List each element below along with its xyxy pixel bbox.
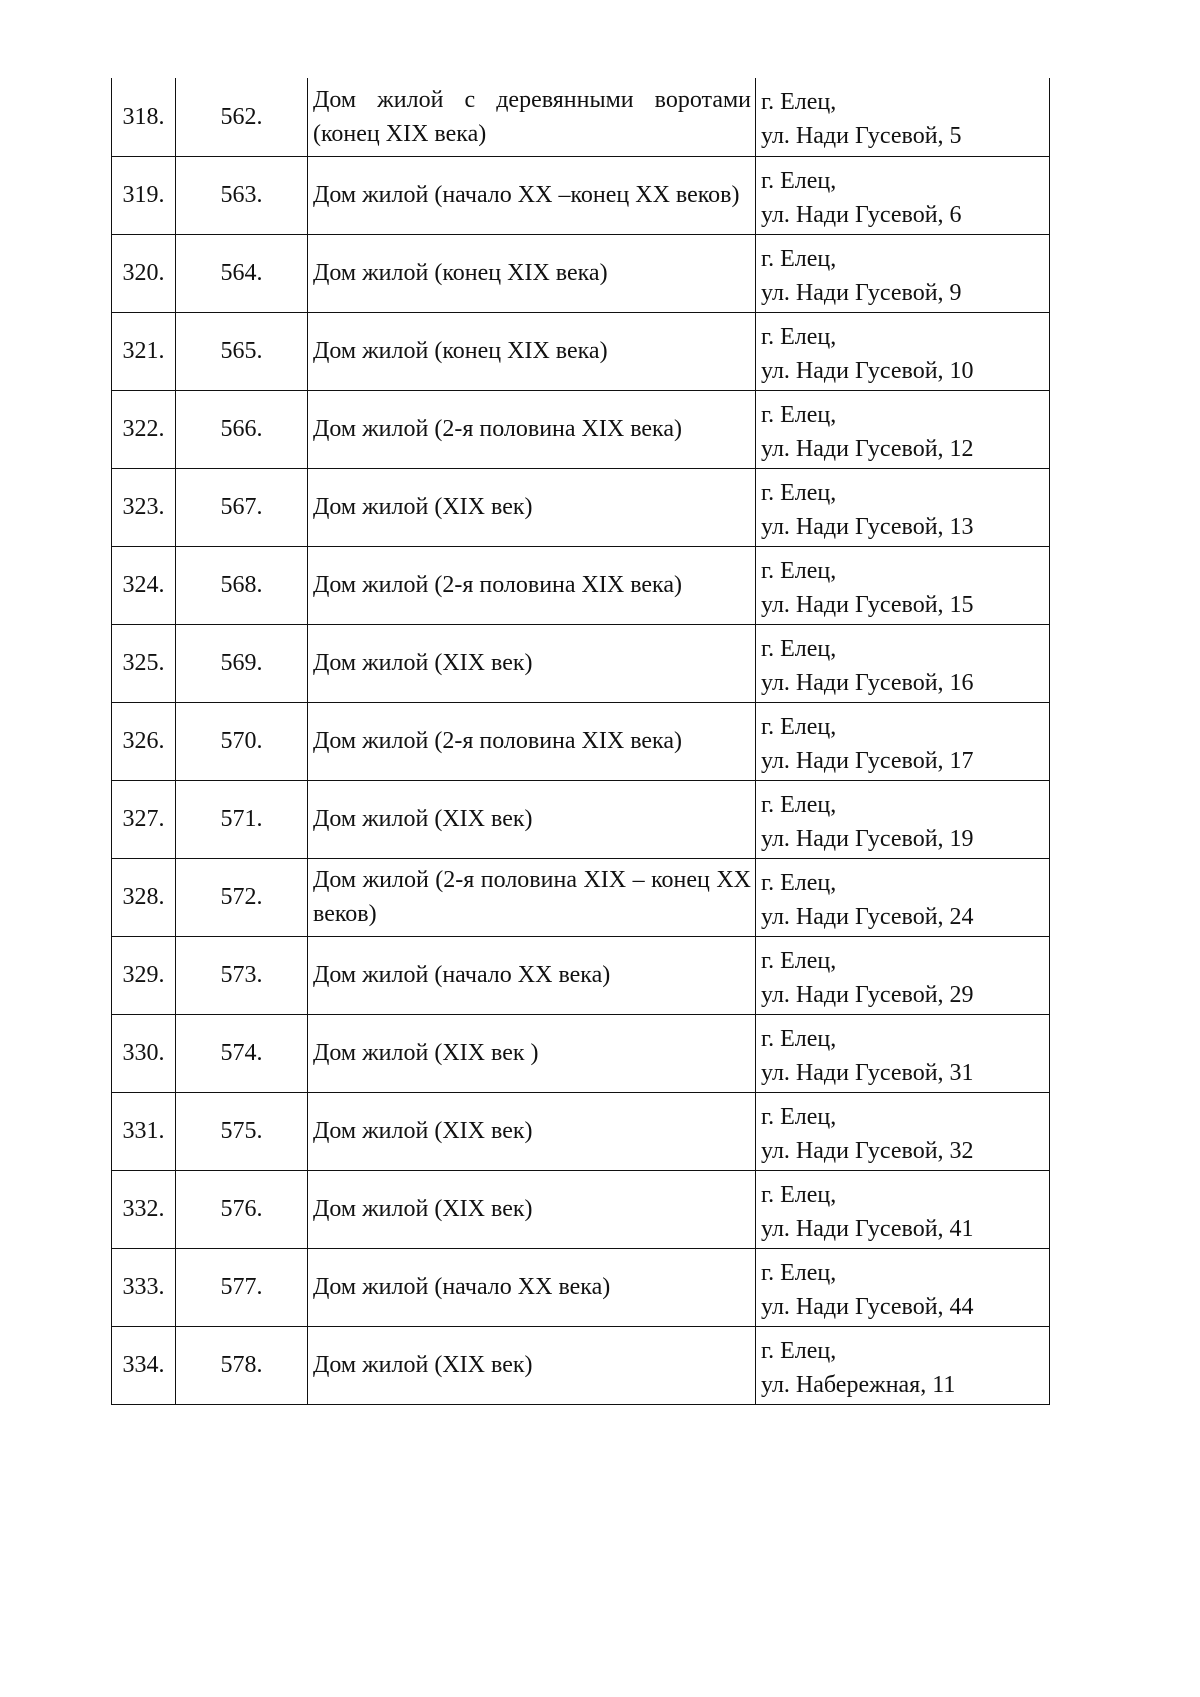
table-row xyxy=(112,390,1050,468)
address-cell xyxy=(756,546,1050,624)
table-row xyxy=(112,1248,1050,1326)
table-row xyxy=(112,1170,1050,1248)
object-name-cell: Дом жилой (XIX век) xyxy=(308,624,756,702)
row-number-cell: 327. xyxy=(112,780,176,858)
registry-number-cell: 567. xyxy=(176,468,308,546)
row-number-cell: 330. xyxy=(112,1014,176,1092)
address-cell xyxy=(756,312,1050,390)
address-street: ул. Нади Гусевой, 9 xyxy=(761,279,962,306)
object-name-cell: Дом жилой (2-я половина XIX века) xyxy=(308,546,756,624)
table-row xyxy=(112,702,1050,780)
address-cell xyxy=(756,156,1050,234)
address-street: ул. Нади Гусевой, 5 xyxy=(761,123,962,150)
object-name-cell: Дом жилой (XIX век) xyxy=(308,468,756,546)
address-city: г. Елец, xyxy=(761,323,837,350)
registry-number-cell: 573. xyxy=(176,936,308,1014)
address-cell xyxy=(756,1170,1050,1248)
table-row xyxy=(112,624,1050,702)
address-cell xyxy=(756,858,1050,936)
table-row xyxy=(112,1092,1050,1170)
row-number-cell: 318. xyxy=(112,78,176,156)
table-row xyxy=(112,78,1050,156)
table-row xyxy=(112,312,1050,390)
object-name-cell: Дом жилой (XIX век) xyxy=(308,780,756,858)
address-city: г. Елец, xyxy=(761,479,837,506)
registry-number-cell: 571. xyxy=(176,780,308,858)
object-name-cell: Дом жилой (XIX век) xyxy=(308,1170,756,1248)
address-city: г. Елец, xyxy=(761,557,837,584)
object-name-cell: Дом жилой (начало XX –конец XX веков) xyxy=(308,156,756,234)
address-city: г. Елец, xyxy=(761,89,837,116)
registry-number-cell: 565. xyxy=(176,312,308,390)
heritage-registry-table xyxy=(111,78,1050,1405)
address-street: ул. Нади Гусевой, 10 xyxy=(761,357,974,384)
registry-number-cell: 576. xyxy=(176,1170,308,1248)
address-cell xyxy=(756,1014,1050,1092)
table-row xyxy=(112,234,1050,312)
registry-number-cell: 578. xyxy=(176,1326,308,1404)
address-street: ул. Нади Гусевой, 15 xyxy=(761,591,974,618)
table-row xyxy=(112,468,1050,546)
row-number-cell: 320. xyxy=(112,234,176,312)
object-name-cell: Дом жилой (начало XX века) xyxy=(308,1248,756,1326)
row-number-cell: 333. xyxy=(112,1248,176,1326)
registry-number-cell: 564. xyxy=(176,234,308,312)
table-row xyxy=(112,936,1050,1014)
address-city: г. Елец, xyxy=(761,1025,837,1052)
row-number-cell: 324. xyxy=(112,546,176,624)
table-row xyxy=(112,858,1050,936)
address-city: г. Елец, xyxy=(761,791,837,818)
registry-number-cell: 570. xyxy=(176,702,308,780)
address-cell xyxy=(756,1326,1050,1404)
address-cell xyxy=(756,78,1050,156)
registry-number-cell: 563. xyxy=(176,156,308,234)
object-name-cell: Дом жилой (конец XIX века) xyxy=(308,312,756,390)
address-street: ул. Нади Гусевой, 16 xyxy=(761,669,974,696)
object-name-cell: Дом жилой (начало XX века) xyxy=(308,936,756,1014)
row-number-cell: 334. xyxy=(112,1326,176,1404)
address-street: ул. Нади Гусевой, 13 xyxy=(761,513,974,540)
registry-number-cell: 572. xyxy=(176,858,308,936)
table-row xyxy=(112,780,1050,858)
row-number-cell: 326. xyxy=(112,702,176,780)
address-street: ул. Нади Гусевой, 32 xyxy=(761,1137,974,1164)
address-street: ул. Нади Гусевой, 12 xyxy=(761,435,974,462)
address-street: ул. Нади Гусевой, 31 xyxy=(761,1059,974,1086)
address-cell xyxy=(756,234,1050,312)
address-cell xyxy=(756,390,1050,468)
address-street: ул. Нади Гусевой, 29 xyxy=(761,981,974,1008)
address-street: ул. Нади Гусевой, 41 xyxy=(761,1215,974,1242)
address-city: г. Елец, xyxy=(761,1337,837,1364)
address-street: ул. Набережная, 11 xyxy=(761,1371,956,1398)
address-cell xyxy=(756,1092,1050,1170)
registry-number-cell: 566. xyxy=(176,390,308,468)
object-name-cell: Дом жилой (2-я половина XIX века) xyxy=(308,390,756,468)
address-city: г. Елец, xyxy=(761,401,837,428)
object-name-cell: Дом жилой (XIX век ) xyxy=(308,1014,756,1092)
row-number-cell: 328. xyxy=(112,858,176,936)
object-name-cell: Дом жилой с деревянными воротами (конец XIX века) xyxy=(308,78,756,156)
address-street: ул. Нади Гусевой, 19 xyxy=(761,825,974,852)
registry-number-cell: 569. xyxy=(176,624,308,702)
address-cell xyxy=(756,936,1050,1014)
table-row xyxy=(112,546,1050,624)
table-row xyxy=(112,1014,1050,1092)
row-number-cell: 322. xyxy=(112,390,176,468)
registry-number-cell: 574. xyxy=(176,1014,308,1092)
row-number-cell: 325. xyxy=(112,624,176,702)
address-city: г. Елец, xyxy=(761,869,837,896)
object-name-cell: Дом жилой (XIX век) xyxy=(308,1092,756,1170)
row-number-cell: 332. xyxy=(112,1170,176,1248)
row-number-cell: 329. xyxy=(112,936,176,1014)
registry-number-cell: 575. xyxy=(176,1092,308,1170)
address-city: г. Елец, xyxy=(761,635,837,662)
row-number-cell: 323. xyxy=(112,468,176,546)
address-city: г. Елец, xyxy=(761,1259,837,1286)
registry-number-cell: 577. xyxy=(176,1248,308,1326)
address-city: г. Елец, xyxy=(761,713,837,740)
address-city: г. Елец, xyxy=(761,245,837,272)
row-number-cell: 331. xyxy=(112,1092,176,1170)
table-row xyxy=(112,1326,1050,1404)
address-cell xyxy=(756,780,1050,858)
object-name-cell: Дом жилой (2-я половина XIX века) xyxy=(308,702,756,780)
row-number-cell: 319. xyxy=(112,156,176,234)
table-row xyxy=(112,156,1050,234)
address-cell xyxy=(756,624,1050,702)
object-name-cell: Дом жилой (2-я половина XIX – конец XX веков) xyxy=(308,858,756,936)
address-city: г. Елец, xyxy=(761,1103,837,1130)
registry-number-cell: 568. xyxy=(176,546,308,624)
object-name-cell: Дом жилой (XIX век) xyxy=(308,1326,756,1404)
table-body xyxy=(112,78,1050,1404)
address-city: г. Елец, xyxy=(761,167,837,194)
object-name-cell: Дом жилой (конец XIX века) xyxy=(308,234,756,312)
address-cell xyxy=(756,1248,1050,1326)
row-number-cell: 321. xyxy=(112,312,176,390)
address-city: г. Елец, xyxy=(761,947,837,974)
address-cell xyxy=(756,468,1050,546)
address-city: г. Елец, xyxy=(761,1181,837,1208)
address-street: ул. Нади Гусевой, 17 xyxy=(761,747,974,774)
address-street: ул. Нади Гусевой, 44 xyxy=(761,1293,974,1320)
registry-number-cell: 562. xyxy=(176,78,308,156)
address-cell xyxy=(756,702,1050,780)
address-street: ул. Нади Гусевой, 6 xyxy=(761,201,962,228)
address-street: ул. Нади Гусевой, 24 xyxy=(761,903,974,930)
